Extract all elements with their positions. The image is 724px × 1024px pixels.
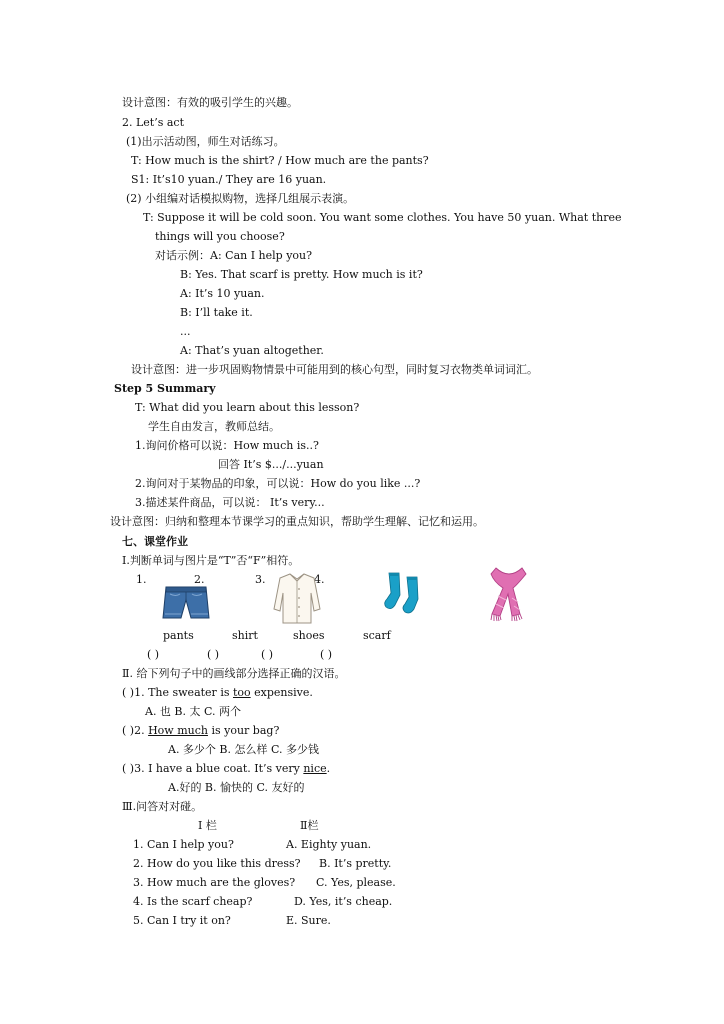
summary-point-1-answer: 回答 It’s $.../...yuan [218,458,324,471]
section3-title: Ⅲ.问答对对碰。 [122,800,203,813]
column-2-header: Ⅱ栏 [300,819,319,832]
match-question-4: 4. Is the scarf cheap? [133,895,253,908]
dialog-t-1: T: How much is the shirt? / How much are the pants? [131,154,429,167]
summary-note: 学生自由发言，教师总结。 [148,420,280,433]
summary-point-2: 2.询问对于某物品的印象，可以说：How do you like ...? [135,477,421,490]
answer-blank-4: ( ) [320,648,333,661]
sec2-question-1: ( )1. The sweater is too expensive. [122,686,313,699]
teacher-instruction: T: Suppose it will be cold soon. You want some clothes. You have 50 yuan. What three [143,211,622,224]
match-answer-b: B. It’s pretty. [319,857,392,870]
underlined-word: nice [303,762,327,775]
match-question-2: 2. How do you like this dress? [133,857,301,870]
word-shoes: shoes [293,629,325,642]
match-answer-d: D. Yes, it’s cheap. [294,895,393,908]
match-question-1: 1. Can I help you? [133,838,234,851]
homework-heading: 七、课堂作业 [122,535,188,548]
design-intent-2: 设计意图：进一步巩固购物情景中可能用到的核心句型，同时复习衣物类单词词汇。 [131,363,538,376]
dialog-example-b1: B: Yes. That scarf is pretty. How much is it? [180,268,423,281]
summary-point-3: 3.描述某件商品，可以说： It’s very... [135,496,325,509]
design-intent-3: 设计意图：归纳和整理本节课学习的重点知识，帮助学生理解、记忆和运用。 [110,515,484,528]
match-question-3: 3. How much are the gloves? [133,876,296,889]
answer-blank-1: ( ) [147,648,160,661]
dialog-ellipsis: ... [180,325,191,338]
underlined-word: too [232,686,251,699]
sec2-options-1: A. 也 B. 太 C. 两个 [145,705,242,718]
socks-icon [383,571,429,617]
answer-blank-3: ( ) [261,648,274,661]
dialog-example-a2: A: It’s 10 yuan. [180,287,265,300]
design-intent-1: 设计意图：有效的吸引学生的兴趣。 [122,96,298,109]
underlined-phrase: How much [148,724,208,737]
word-pants: pants [163,629,194,642]
activity-1: (1)出示活动图，师生对话练习。 [126,135,285,148]
dialog-example-a3: A: That’s yuan altogether. [180,344,324,357]
word-scarf: scarf [363,629,391,642]
dialog-example-a1: 对话示例：A: Can I help you? [155,249,313,262]
item-number-4: 4. [314,573,325,586]
scarf-icon [486,566,532,622]
match-question-5: 5. Can I try it on? [133,914,231,927]
section2-title: Ⅱ. 给下列句子中的画线部分选择正确的汉语。 [122,667,346,680]
summary-question: T: What did you learn about this lesson? [135,401,360,414]
sec2-question-2: ( )2. How much is your bag? [122,724,280,737]
summary-point-1: 1.询问价格可以说：How much is..? [135,439,319,452]
sec2-options-2: A. 多少个 B. 怎么样 C. 多少钱 [168,743,320,756]
match-answer-c: C. Yes, please. [316,876,396,889]
item-number-3: 3. [255,573,266,586]
lets-act-heading: 2. Let’s act [122,116,185,129]
sec2-question-3: ( )3. I have a blue coat. It’s very nice. [122,762,331,775]
answer-blank-2: ( ) [207,648,220,661]
teacher-instruction-cont: things will you choose? [155,230,285,243]
sec2-options-3: A.好的 B. 愉快的 C. 友好的 [168,781,305,794]
dialog-s1: S1: It’s10 yuan./ They are 16 yuan. [131,173,327,186]
match-answer-a: A. Eighty yuan. [286,838,372,851]
dialog-example-b2: B: I’ll take it. [180,306,253,319]
item-number-1: 1. [136,573,147,586]
item-number-2: 2. [194,573,205,586]
activity-2: (2) 小组编对话模拟购物，选择几组展示表演。 [126,192,355,205]
step5-heading: Step 5 Summary [114,382,216,395]
shorts-icon [162,584,210,624]
shirt-icon [272,571,322,625]
section1-title: Ⅰ.判断单词与图片是“T”否“F”相符。 [122,554,300,567]
match-answer-e: E. Sure. [286,914,331,927]
column-1-header: Ⅰ 栏 [198,819,217,832]
word-shirt: shirt [232,629,258,642]
